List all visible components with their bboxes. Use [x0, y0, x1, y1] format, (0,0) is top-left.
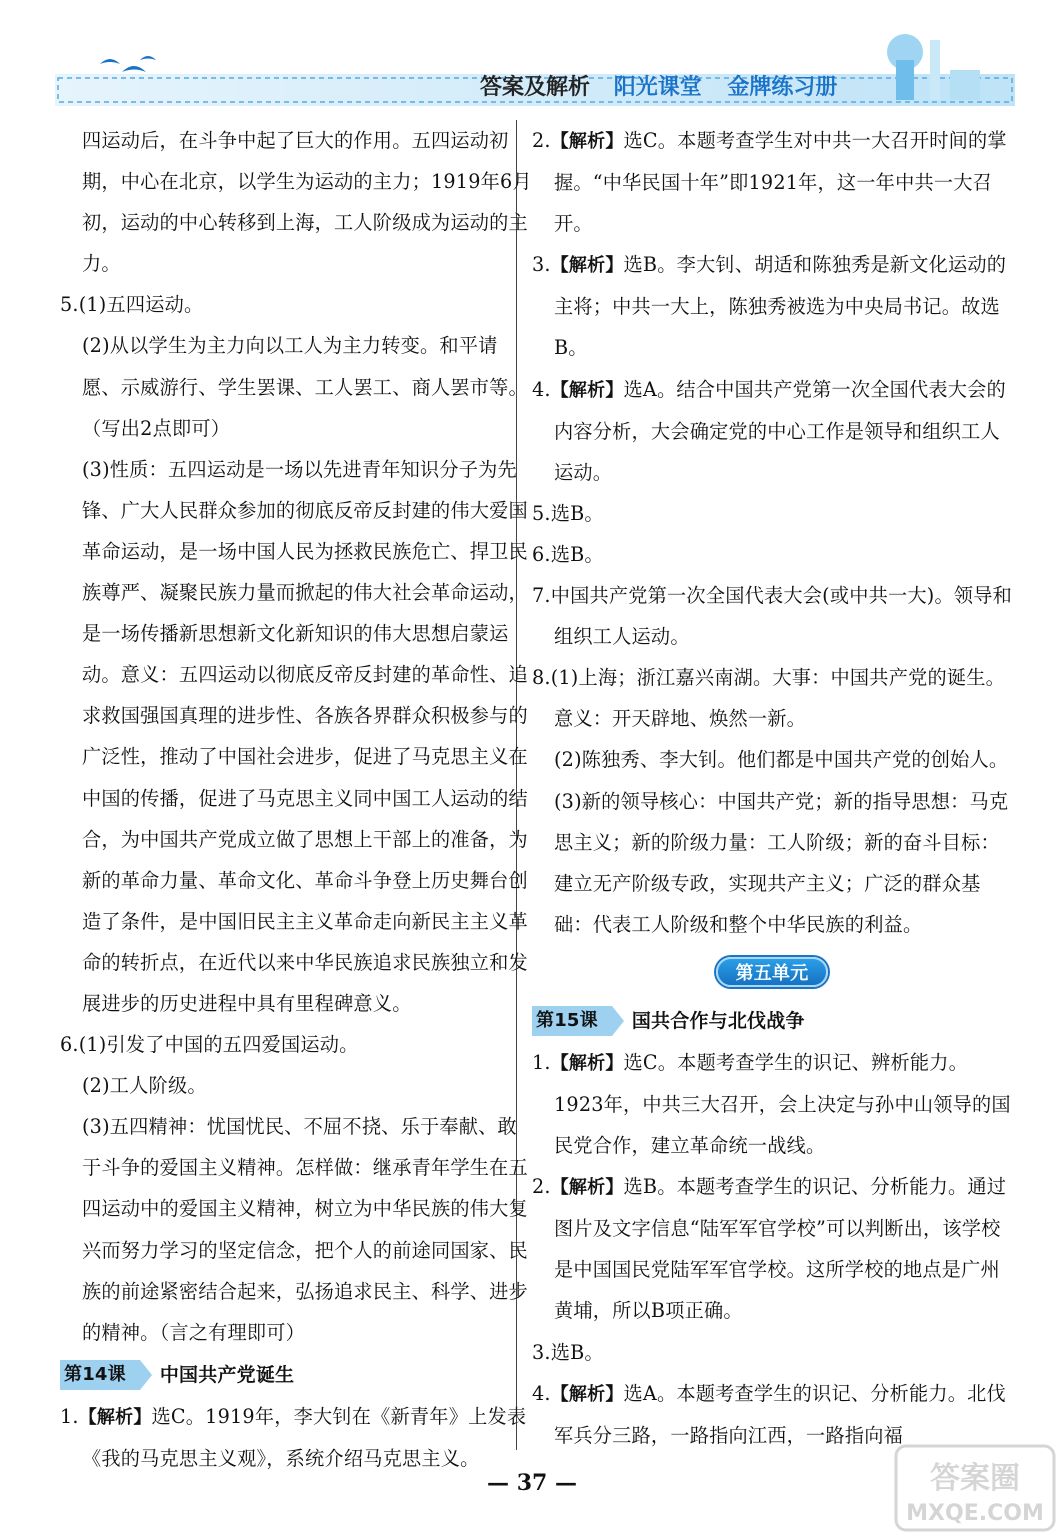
- item-number: 6.: [532, 542, 551, 566]
- analysis-tag: 【解析】: [550, 1177, 624, 1199]
- brand-name: 阳光课堂: [613, 75, 702, 100]
- item-text: 中国共产党第一次全国代表大会(或中共一大)。领导和组织工人运动。: [550, 584, 1013, 649]
- item-text: 选A。本题考查学生的识记、分析能力。北伐军兵分三路，一路指向江西，一路指向福: [554, 1381, 1006, 1447]
- item-text: 选B。李大钊、胡适和陈独秀是新文化运动的主将；中共一大上，陈独秀被选为中央局书记。故选B。: [554, 253, 1007, 360]
- lighthouse-icon: [887, 34, 980, 100]
- answer-subitem: (3)新的领导核心：中国共产党；新的指导思想：马克思主义；新的阶级力量：工人阶级；新的奋斗目标：建立无产阶级专政，实现共产主义；广泛的群众基础：代表工人阶级和整个中华民族的利益。: [554, 789, 1009, 936]
- analysis-tag: 【解析】: [550, 379, 624, 401]
- item-number: 2.: [532, 1175, 551, 1199]
- answer-item: (3)性质：五四运动是一场以先进青年知识分子为先锋、广大人民群众参加的彻底反帝反封建的伟大爱国革命运动，是一场中国人民为拯救民族危亡、捍卫民族尊严、凝聚民族力量而掀起的伟大社会革命运动，是一场传播新思想新文化新知识的伟大思想启蒙运动。意义：五四运动以彻底反帝反封建的革命性、追求救国强国真理的进步性、各族各界群众积极参与的广泛性，推动了中国社会进步，促进了马克思主义在中国的传播，促进了马克思主义同中国工人运动的结合，为中国共产党成立做了思想上干部上的准备，为新的革命力量、革命文化、革命斗争登上历史舞台创造了条件，是中国旧民主主义革命走向新民主主义革命的转折点，在近代以来中华民族追求民族独立和发展进步的历史进程中具有里程碑意义。: [82, 457, 528, 1015]
- answer-item: (2)从以学生为主力向以工人为主力转变。和平请愿、示威游行、学生罢课、工人罢工、商人罢市等。（写出2点即可）: [82, 334, 528, 440]
- header-decoration: [0, 0, 1064, 120]
- item-number: 8.: [532, 666, 551, 690]
- answer-item: [532, 1332, 1012, 1373]
- analysis-tag: 【解析】: [78, 1406, 152, 1428]
- lesson-heading: [60, 1355, 534, 1396]
- answer-item: [532, 369, 1012, 493]
- item-number: 4.: [532, 1381, 551, 1405]
- watermark-logo: [890, 1440, 1060, 1536]
- paragraph: 四运动后，在斗争中起了巨大的作用。五四运动初期，中心在北京，以学生为运动的主力；1919年6月初，运动的中心转移到上海，工人阶级成为运动的主力。: [82, 129, 532, 276]
- item-text: 选C。本题考查学生的识记、辨析能力。1923年，中共三大召开，会上决定与孙中山领导的国民党合作，建立革命统一战线。: [554, 1050, 1011, 1158]
- item-text: 选A。结合中国共产党第一次全国代表大会的内容分析，大会确定党的中心工作是领导和组织工人运动。: [554, 377, 1006, 484]
- answer-subitem: (2)陈独秀、李大钊。他们都是中国共产党的创始人。: [554, 748, 1009, 772]
- item-text: 选B。本题考查学生的识记、分析能力。通过图片及文字信息“陆军军官学校”可以判断出，该学校是中国国民党陆军军官学校。这所学校的地点是广州黄埔，所以B项正确。: [554, 1175, 1007, 1323]
- item-text: 选B。: [550, 1340, 604, 1364]
- answer-item: [532, 1166, 1012, 1331]
- answer-item: 6.(1)引发了中国的五四爱国运动。: [60, 1033, 359, 1057]
- item-number: 3.: [532, 253, 551, 277]
- svg-text:MXQE.COM: MXQE.COM: [906, 1501, 1044, 1526]
- unit-heading: [532, 945, 1012, 999]
- answer-item: [532, 244, 1012, 368]
- svg-text:答案圈: 答案圈: [930, 1461, 1020, 1496]
- unit-badge: 第五单元: [716, 957, 829, 987]
- answer-item: [532, 657, 1012, 739]
- item-number: 1.: [60, 1404, 79, 1428]
- header-title: [480, 70, 837, 101]
- lesson-heading: [532, 1001, 1012, 1042]
- answer-item: [532, 575, 1012, 657]
- analysis-tag: 【解析】: [550, 1052, 624, 1074]
- lesson-badge: 第15课: [532, 1006, 612, 1036]
- right-column: [532, 120, 1012, 1456]
- lesson-badge: 第14课: [60, 1360, 140, 1390]
- item-number: 4.: [532, 377, 551, 401]
- page-header: [0, 0, 1064, 120]
- item-text: 选C。1919年，李大钊在《新青年》上发表《我的马克思主义观》，系统介绍马克思主义。: [82, 1404, 527, 1470]
- analysis-tag: 【解析】: [550, 255, 624, 277]
- item-number: 3.: [532, 1340, 551, 1364]
- item-number: 2.: [532, 129, 551, 152]
- answer-item: [532, 1042, 1012, 1166]
- item-text: 选B。: [550, 501, 604, 525]
- left-column: [60, 120, 534, 1479]
- item-text: 选C。本题考查学生对中共一大召开时间的掌握。“中华民国十年”即1921年，这一年中共一大召开。: [554, 129, 1007, 236]
- item-number: 1.: [532, 1050, 551, 1074]
- bird-icon: [100, 56, 156, 72]
- answer-item: [60, 1396, 534, 1479]
- answer-item: (3)五四精神：忧国忧民、不屈不挠、乐于奉献、敢于斗争的爱国主义精神。怎样做：继承青年学生在五四运动中的爱国主义精神，树立为中华民族的伟大复兴而努力学习的坚定信念，把个人的前途同国家、民族的前途紧密结合起来，弘扬追求民主、科学、进步的精神。（言之有理即可）: [82, 1115, 528, 1344]
- item-number: 5.: [532, 501, 551, 525]
- answer-item: [532, 120, 1012, 244]
- answer-item: (2)工人阶级。: [82, 1074, 207, 1098]
- book-name: 金牌练习册: [727, 75, 838, 100]
- item-text: (1)上海；浙江嘉兴南湖。大事：中国共产党的诞生。意义：开天辟地、焕然一新。: [550, 666, 1006, 731]
- lesson-title: 中国共产党诞生: [159, 1363, 295, 1386]
- item-text: 选B。: [550, 542, 604, 566]
- answer-item: 5.(1)五四运动。: [60, 293, 204, 317]
- analysis-tag: 【解析】: [550, 131, 624, 152]
- answer-label: 答案及解析: [480, 75, 591, 100]
- item-number: 7.: [532, 584, 551, 608]
- analysis-tag: 【解析】: [550, 1383, 624, 1405]
- lesson-title: 国共合作与北伐战争: [631, 1009, 805, 1032]
- answer-item: [532, 493, 1012, 534]
- answer-item: [532, 534, 1012, 575]
- page-number: — 37 —: [487, 1470, 577, 1496]
